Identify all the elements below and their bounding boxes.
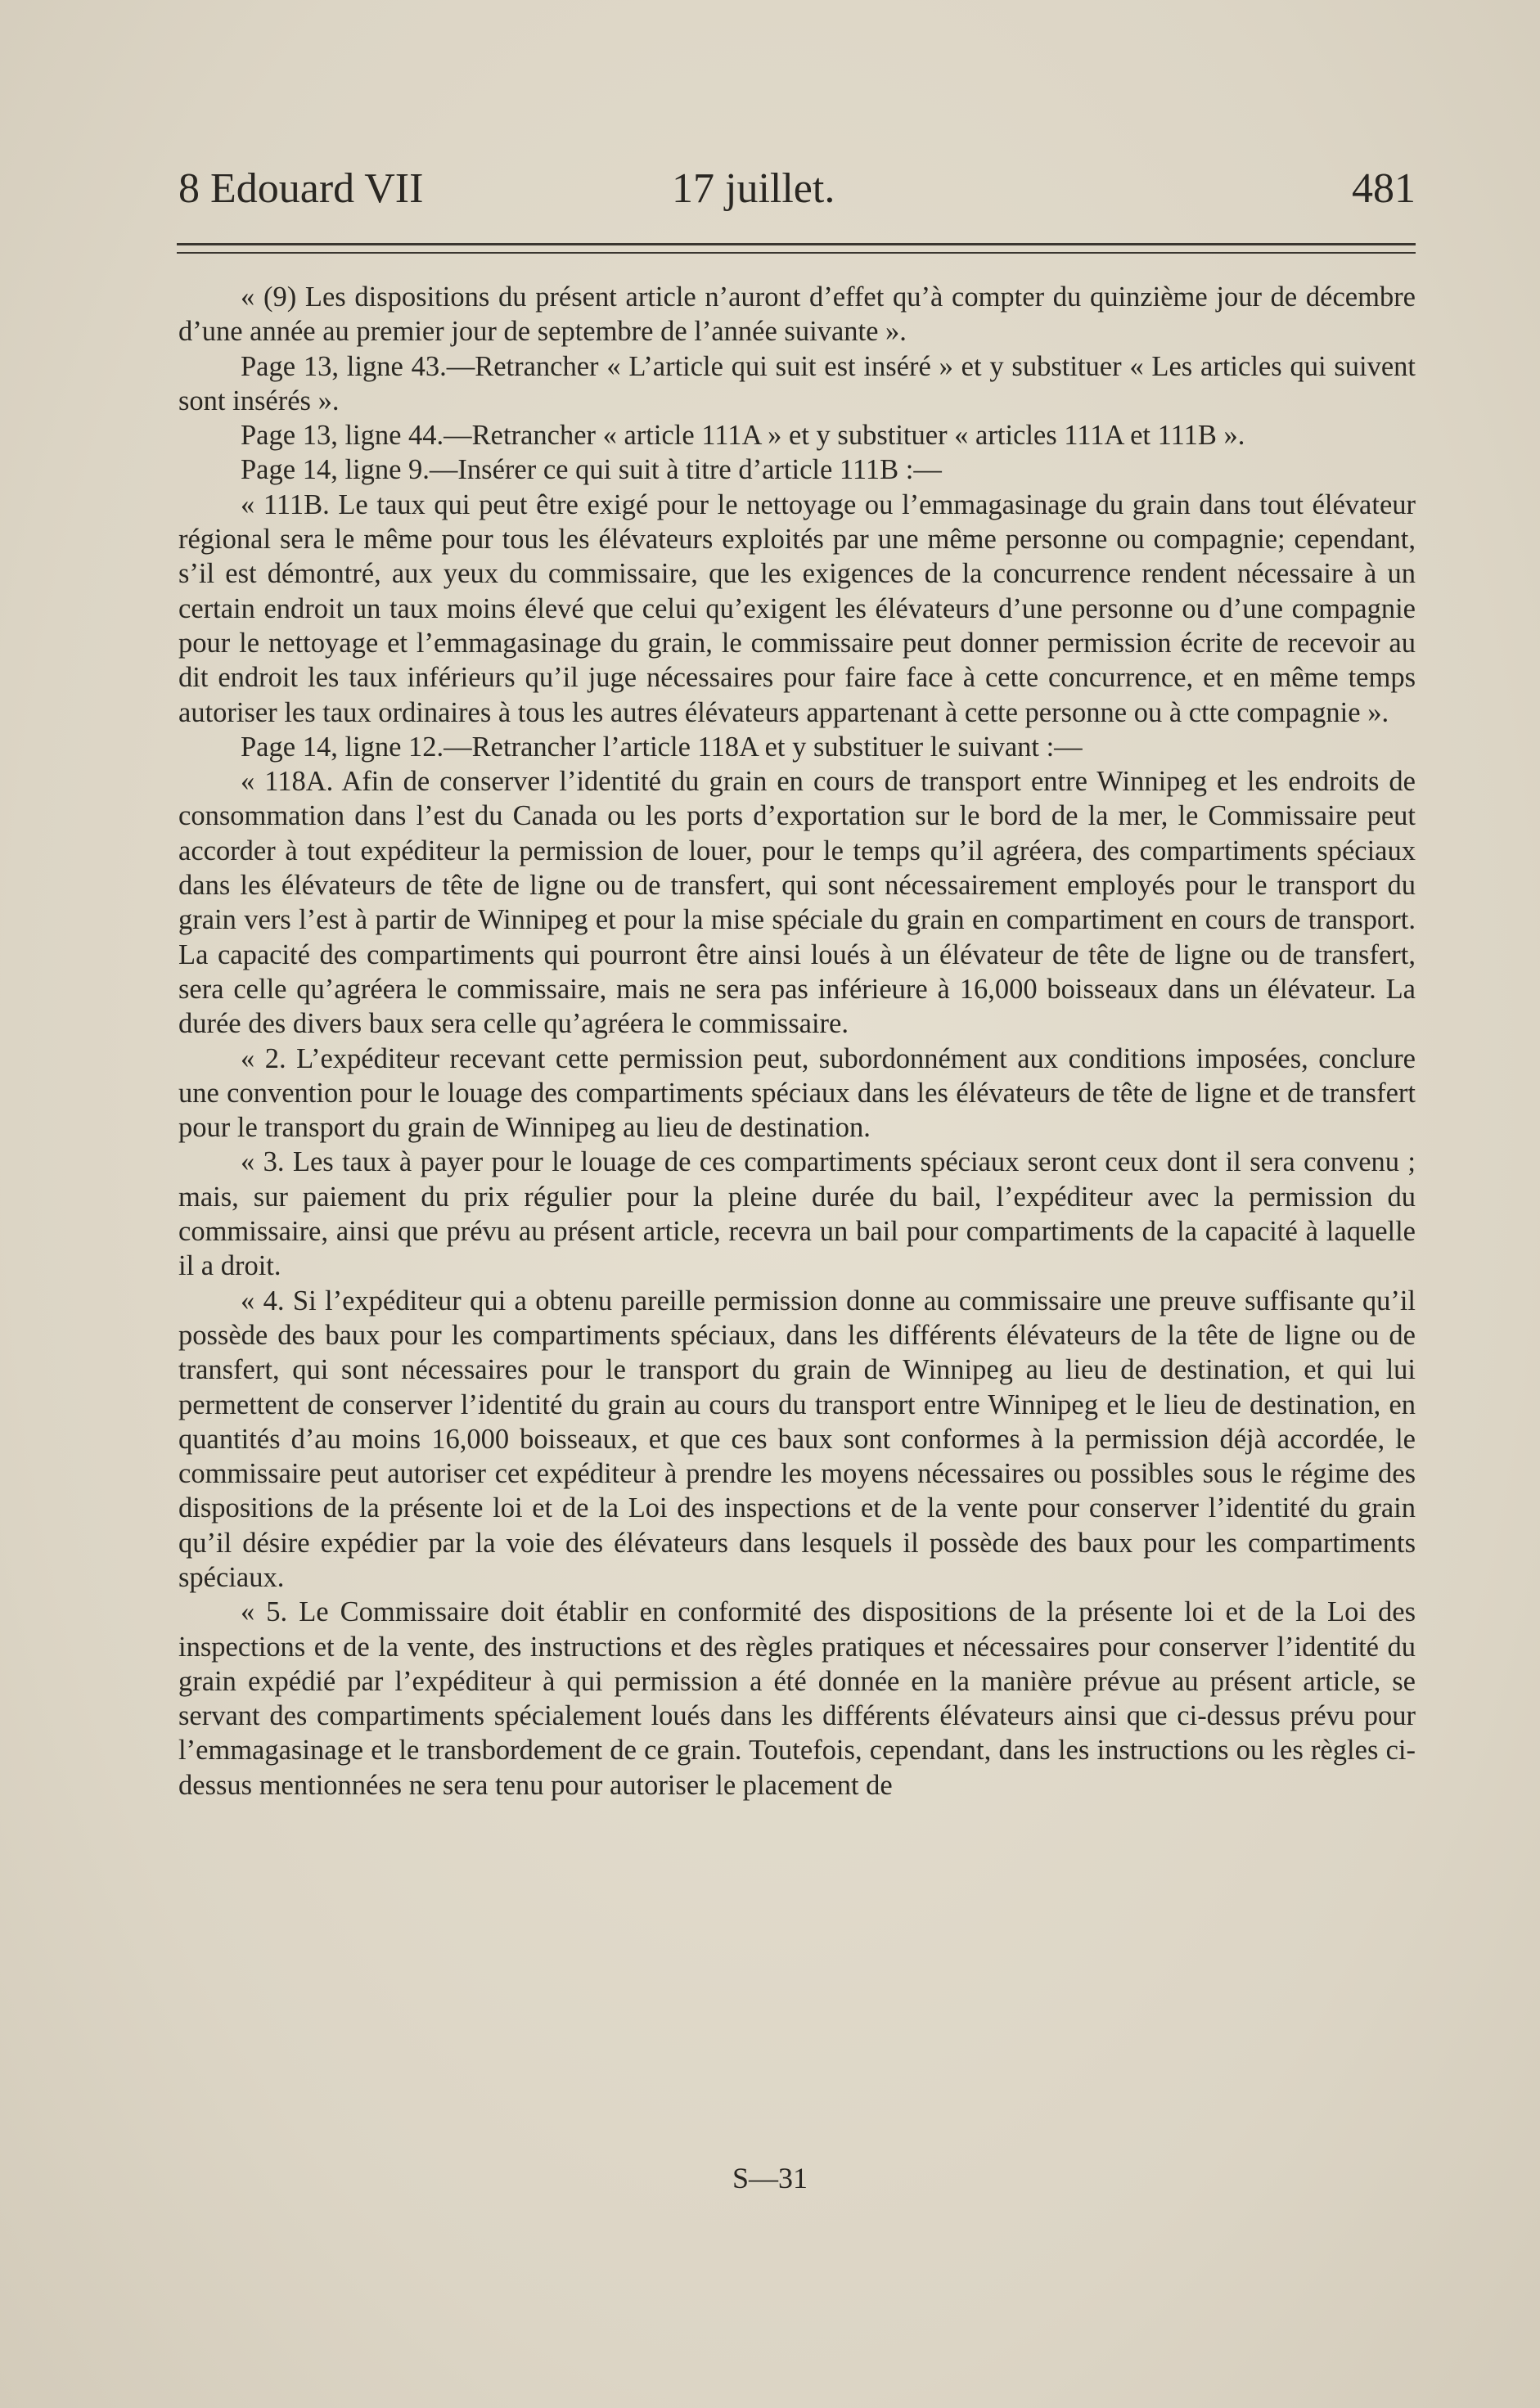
paragraph: « 3. Les taux à payer pour le louage de ces compartiments spéciaux seront ceux dont il sera convenu ; mais, sur paiement du prix régulier pour la pleine durée du bail, l’expéditeur avec la permission du commissaire, ainsi que prévu au présent article, recevra un bail pour compartiments de la capacité à laquelle il a droit.	[178, 1146, 1416, 1282]
paragraph: Page 14, ligne 9.—Insérer ce qui suit à titre d’article 111B :—	[241, 454, 942, 486]
header-regnal-year: 8 Edouard VII	[178, 165, 424, 212]
paragraph: « 111B. Le taux qui peut être exigé pour le nettoyage ou l’emmagasinage du grain dans tout élévateur régional sera le même pour tous les élévateurs exploités par une même personne ou compagnie; cependant, s’il est démontré, aux yeux du commissaire, que les exigences de la concurrence rendent nécessaire à un certain endroit un taux moins élevé que celui qu’exigent les élévateurs d’une personne ou d’une compagnie pour le nettoyage et l’emmagasinage du grain, le commissaire peut donner permission écrite de recevoir au dit endroit les taux inférieurs qu’il juge nécessaires pour faire face à cette concurrence, et en même temps autoriser les taux ordinaires à tous les autres élévateurs appartenant à cette personne ou à ctte compagnie ».	[178, 488, 1416, 728]
header-rule-thin	[177, 252, 1416, 254]
paragraph: « 2. L’expéditeur recevant cette permission peut, subordonnément aux conditions imposées, conclure une convention pour le louage des compartiments spéciaux dans les élévateurs de tête de ligne et de transfert pour le transport du grain de Winnipeg au lieu de destination.	[178, 1042, 1416, 1144]
page-number: 481	[1352, 165, 1416, 212]
header-rule-thick	[177, 243, 1416, 245]
paragraph: « 118A. Afin de conserver l’identité du grain en cours de transport entre Winnipeg et les endroits de consommation dans l’est du Canada ou les ports d’exportation sur le bord de la mer, le Commissaire peut accorder à tout expéditeur la permission de louer, pour le temps qu’il agréera, des compartiments spéciaux dans les élévateurs de tête de ligne ou de transfert, qui sont nécessairement employés pour le transport du grain vers l’est à partir de Winnipeg et pour la mise spéciale du grain en compartiment en cours de transport. La capacité des compartiments qui pourront être ainsi loués à un élévateur de tête de ligne ou de transfert, sera celle qu’agréera le commissaire, mais ne sera pas inférieure à 16,000 boisseaux dans un élévateur. La durée des divers baux sera celle qu’agréera le commissaire.	[178, 766, 1416, 1040]
body-text	[178, 280, 1416, 1803]
paragraph: « 4. Si l’expéditeur qui a obtenu pareille permission donne au commissaire une preuve suffisante qu’il possède des baux pour les compartiments spéciaux, dans les différents élévateurs de la tête de ligne ou de transfert, qui sont nécessaires pour le transport du grain de Winnipeg au lieu de destination, et qui lui permettent de conserver l’identité du grain au cours du transport entre Winnipeg et le lieu de destination, en quantités d’au moins 16,000 boisseaux, et que ces baux sont conformes à la permission déjà accordée, le commissaire peut autoriser cet expéditeur à prendre les moyens nécessaires ou possibles sous le régime des dispositions de la présente loi et de la Loi des inspections et de la vente pour conserver l’identité du grain qu’il désire expédier par la voie des élévateurs dans lesquels il possède des baux pour les compartiments spéciaux.	[178, 1285, 1416, 1593]
running-header	[178, 160, 1416, 218]
paragraph: Page 13, ligne 44.—Retrancher « article 111A » et y substituer « articles 111A et 111B ».	[241, 420, 1245, 452]
paragraph: « (9) Les dispositions du présent article n’auront d’effet qu’à compter du quinzième jour de décembre d’une année au premier jour de septembre de l’année suivante ».	[178, 281, 1416, 348]
paragraph: Page 14, ligne 12.—Retrancher l’article 118A et y substituer le suivant :—	[241, 731, 1083, 763]
paragraph: « 5. Le Commissaire doit établir en conformité des dispositions de la présente loi et de la Loi des inspections et de la vente, des instructions et des règles pratiques et nécessaires pour conserver l’identité du grain expédié par l’expéditeur à qui permission a été donnée en la manière prévue au présent article, se servant des compartiments spécialement loués dans les différents élévateurs ainsi que ci-dessus prévu pour l’emmagasinage et le transbordement de ce grain. Toutefois, cependant, dans les instructions ou les règles ci-dessus mentionnées ne sera tenu pour autoriser le placement de	[178, 1596, 1416, 1801]
header-date: 17 juillet.	[672, 165, 835, 212]
signature-mark: S—31	[732, 2162, 808, 2194]
paragraph: Page 13, ligne 43.—Retrancher « L’article qui suit est inséré » et y substituer « Les articles qui suivent sont insérés ».	[178, 350, 1416, 416]
